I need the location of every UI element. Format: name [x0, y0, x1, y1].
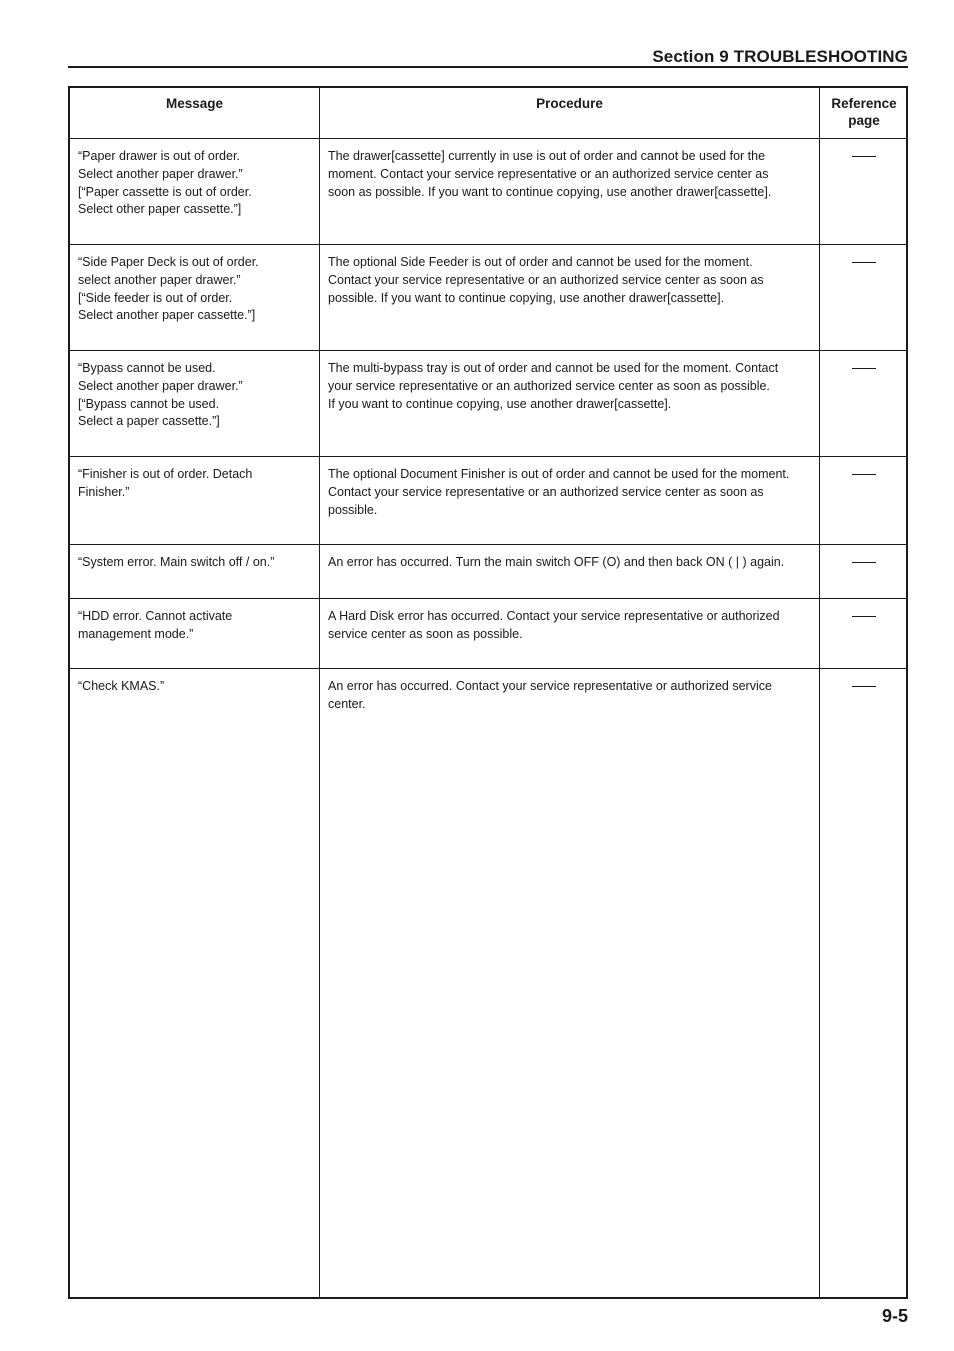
procedure-cell — [320, 245, 819, 307]
procedure-line: soon as possible. If you want to continue copying, use another drawer[cassette]. — [328, 184, 772, 199]
message-line: [“Bypass cannot be used. — [78, 396, 220, 411]
procedure-line: A Hard Disk error has occurred. Contact your service representative or authorized — [328, 609, 780, 623]
procedure-line: The optional Document Finisher is out of order and cannot be used for the moment. — [328, 467, 790, 481]
reference-dash — [852, 686, 876, 687]
reference-dash — [852, 368, 876, 369]
reference-dash — [852, 616, 876, 617]
reference-dash — [852, 262, 876, 263]
table-row — [70, 351, 906, 457]
message-line: “HDD error. Cannot activate — [78, 609, 233, 623]
message-line: Select another paper cassette.”] — [78, 308, 256, 323]
message-cell — [70, 599, 319, 644]
procedure-cell — [320, 599, 819, 644]
procedure-line: Contact your service representative or an authorized service center as soon as — [328, 272, 764, 287]
procedure-line: service center as soon as possible. — [328, 626, 523, 641]
procedure-line: The drawer[cassette] currently in use is out of order and cannot be used for the — [328, 149, 766, 163]
message-line: [“Paper cassette is out of order. — [78, 184, 252, 199]
message-line: management mode.” — [78, 626, 194, 641]
procedure-line: possible. If you want to continue copying, use another drawer[cassette]. — [328, 290, 725, 305]
message-cell — [70, 457, 319, 502]
message-line: “Bypass cannot be used. — [78, 361, 216, 375]
table-row — [70, 599, 906, 669]
message-cell — [70, 545, 319, 572]
procedure-line: An error has occurred. Turn the main switch OFF (O) and then back ON ( | ) again. — [328, 555, 785, 569]
section-title: Section 9 TROUBLESHOOTING — [652, 47, 908, 66]
procedure-cell — [320, 139, 819, 201]
page-number: 9-5 — [881, 1306, 908, 1326]
procedure-line: moment. Contact your service representative or an authorized service center as — [328, 166, 769, 181]
reference-dash — [852, 156, 876, 157]
message-line: “Paper drawer is out of order. — [78, 149, 240, 163]
procedure-line: If you want to continue copying, use another drawer[cassette]. — [328, 396, 672, 411]
procedure-cell — [320, 457, 819, 519]
table-row — [70, 245, 906, 351]
page-header — [68, 44, 908, 68]
procedure-cell — [320, 669, 819, 714]
table-row — [70, 545, 906, 599]
procedure-line: An error has occurred. Contact your service representative or authorized service — [328, 679, 772, 693]
procedure-line: center. — [328, 696, 366, 711]
message-cell — [70, 351, 319, 431]
message-line: Select another paper drawer.” — [78, 166, 243, 181]
message-line: Select a paper cassette.”] — [78, 414, 220, 429]
procedure-line: possible. — [328, 502, 378, 517]
troubleshooting-table — [68, 86, 908, 1299]
column-header-reference: Reference page — [831, 96, 897, 128]
message-cell — [70, 245, 319, 325]
column-header-procedure: Procedure — [536, 96, 603, 111]
procedure-cell — [320, 545, 819, 572]
message-line: “Check KMAS.” — [78, 679, 165, 693]
message-cell — [70, 139, 319, 219]
table-header-row — [70, 88, 906, 139]
procedure-line: The multi-bypass tray is out of order and cannot be used for the moment. Contact — [328, 361, 779, 375]
message-line: “System error. Main switch off / on.” — [78, 555, 275, 569]
procedure-cell — [320, 351, 819, 413]
table-row — [70, 139, 906, 245]
table-row — [70, 457, 906, 545]
message-line: [“Side feeder is out of order. — [78, 290, 233, 305]
message-cell — [70, 669, 319, 696]
column-header-message: Message — [165, 96, 224, 111]
message-line: Select other paper cassette.”] — [78, 202, 242, 217]
procedure-line: your service representative or an authorized service center as soon as possible. — [328, 378, 770, 393]
reference-dash — [852, 562, 876, 563]
table-row — [70, 669, 906, 1299]
reference-dash — [852, 474, 876, 475]
procedure-line: Contact your service representative or an authorized service center as soon as — [328, 484, 764, 499]
message-line: Select another paper drawer.” — [78, 378, 243, 393]
procedure-line: The optional Side Feeder is out of order and cannot be used for the moment. — [328, 255, 753, 269]
message-line: Finisher.” — [78, 484, 130, 499]
message-line: select another paper drawer.” — [78, 272, 241, 287]
message-line: “Side Paper Deck is out of order. — [78, 255, 259, 269]
message-line: “Finisher is out of order. Detach — [78, 467, 253, 481]
